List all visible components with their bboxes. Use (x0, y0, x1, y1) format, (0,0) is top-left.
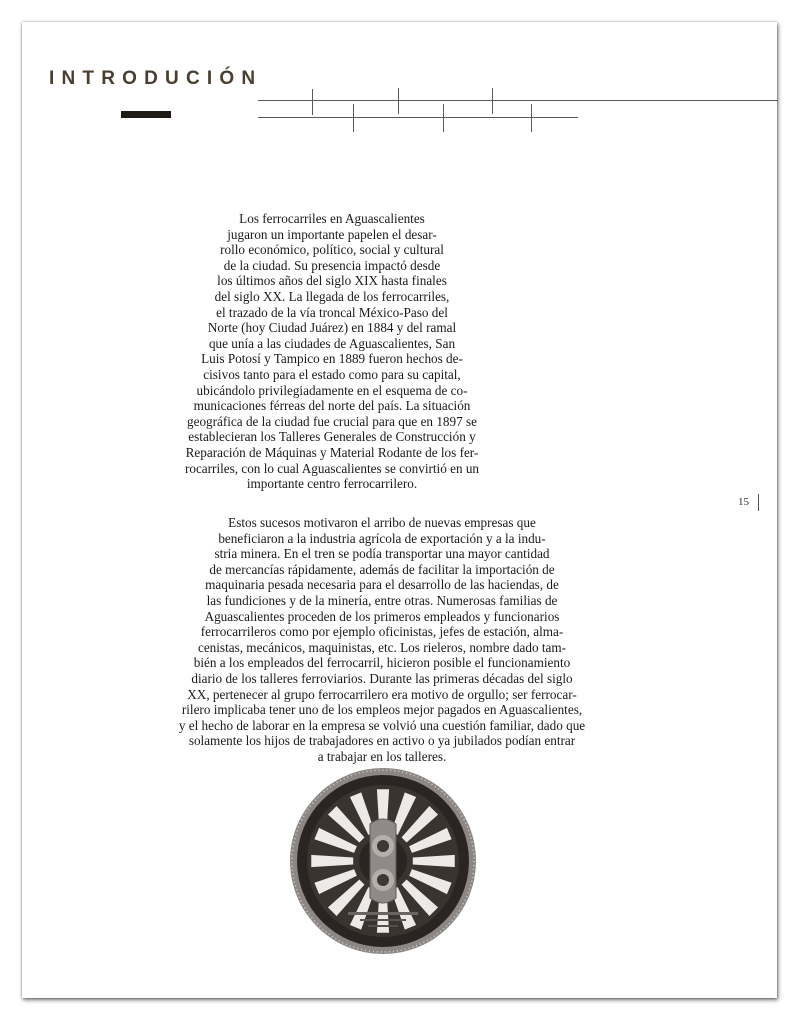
text-line: solamente los hijos de trabajadores en activo o ya jubilados podían entrar (188, 733, 576, 749)
text-line: y el hecho de laborar en la empresa se volvió una cuestión familiar, dado que (178, 717, 586, 733)
text-line: beneficiaron a la industria agrícola de exportación y a la indu- (218, 530, 546, 546)
text-line: establecieran los Talleres Generales de Construcción y (188, 429, 476, 445)
section-title: INTRODUCIÓN (49, 68, 263, 89)
text-line: maquinaria pesada necesaria para el desarrollo de las haciendas, de (205, 577, 559, 593)
text-line: cenistas, mecánicos, maquinistas, etc. Los rieleros, nombre dado tam- (197, 639, 567, 655)
text-line: bién a los empleados del ferrocarril, hicieron posible el funcionamiento (193, 655, 571, 671)
text-line: cisivos tanto para el estado como para su capital, (203, 366, 461, 382)
text-line: Estos sucesos motivaron el arribo de nuevas empresas que (228, 515, 536, 530)
text-line: rilero implicaba tener uno de los empleos mejor pagados en Aguascalientes, (181, 702, 583, 718)
decor-line (531, 104, 532, 132)
text-line: Reparación de Máquinas y Material Rodante de los fer- (185, 444, 479, 460)
decor-line (492, 88, 493, 114)
text-line: de mercancías rápidamente, además de facilitar la importación de (209, 561, 555, 577)
text-line: rocarriles, con lo cual Aguascalientes se convirtió en un (184, 460, 480, 476)
paragraph-2 (112, 515, 652, 765)
text-line: jugaron un importante papelen el desar- (227, 226, 437, 242)
text-line: XX, pertenecer al grupo ferrocarrilero era motivo de orgullo; ser ferrocar- (187, 686, 577, 702)
text-line: Luis Potosí y Tampico en 1889 fueron hechos de- (201, 351, 463, 367)
text-line: municaciones férreas del norte del país. La situación (193, 398, 471, 414)
text-line: stria minera. En el tren se podía transportar una mayor cantidad (214, 546, 550, 562)
decor-line (312, 89, 313, 115)
decor-line (258, 100, 778, 101)
decor-line (353, 104, 354, 132)
text-line: Los ferrocarriles en Aguascalientes (239, 211, 425, 226)
text-line: rollo económico, político, social y cultural (220, 242, 444, 258)
train-wheel-icon (288, 766, 478, 956)
page-number-rule (758, 494, 759, 511)
page-number: 15 (738, 496, 749, 508)
text-line: que unía a las ciudades de Aguascalientes, San (208, 335, 456, 351)
decor-line (443, 104, 444, 132)
text-line: de la ciudad. Su presencia impactó desde (223, 257, 441, 273)
paragraph-1 (122, 211, 542, 492)
decor-line (258, 117, 578, 118)
text-line: ubicándolo privilegiadamente en el esquema de co- (196, 382, 468, 398)
text-line: los últimos años del siglo XIX hasta finales (217, 273, 447, 289)
text-line: a trabajar en los talleres. (317, 748, 447, 764)
decor-line (398, 88, 399, 114)
text-line: diario de los talleres ferroviarios. Durante las primeras décadas del siglo (191, 670, 573, 686)
title-rule-block (121, 111, 171, 118)
text-line: Aguascalientes proceden de los primeros empleados y funcionarios (204, 608, 560, 624)
text-line: importante centro ferrocarrilero. (246, 476, 418, 492)
text-line: las fundiciones y de la minería, entre otras. Numerosas familias de (206, 592, 558, 608)
text-line: geográfica de la ciudad fue crucial para que en 1897 se (187, 413, 477, 429)
text-line: ferrocarrileros como por ejemplo oficinistas, jefes de estación, alma- (200, 624, 564, 640)
text-line: el trazado de la vía troncal México-Paso del (216, 304, 448, 320)
text-line: del siglo XX. La llegada de los ferrocarriles, (214, 288, 450, 304)
document-page (22, 22, 777, 998)
text-line: Norte (hoy Ciudad Juárez) en 1884 y del ramal (207, 320, 457, 336)
